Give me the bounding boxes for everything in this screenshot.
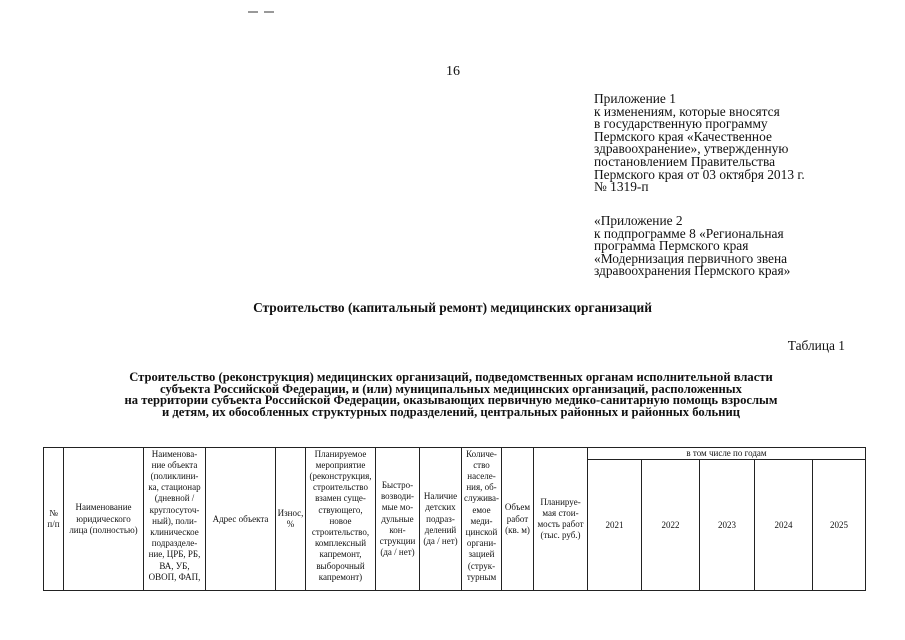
- header-volume: Объем работ (кв. м): [502, 448, 534, 591]
- header-address: Адрес объекта: [206, 448, 276, 591]
- header-cost: Планируе- мая стои- мость работ (тыс. руб.): [534, 448, 588, 591]
- header-year: 2025: [813, 460, 866, 591]
- header-year: 2021: [588, 460, 642, 591]
- header-object-name: [144, 448, 206, 591]
- annex-1-line: в государственную программу: [594, 116, 768, 132]
- annex-1-line: Приложение 1: [594, 91, 676, 106]
- annex-1-line: здравоохранение», утвержденную: [594, 141, 789, 157]
- header-year: 2023: [700, 460, 755, 591]
- annex-1-line: Пермского края от 03 октября 2013 г.: [594, 166, 805, 182]
- annex-2-header: [594, 215, 790, 278]
- header-population: [462, 448, 502, 591]
- annex-1-line: к изменениям, которые вносятся: [594, 103, 780, 119]
- annex-2-line: к подпрограмме 8 «Региональная: [594, 225, 784, 241]
- main-title: Строительство (капитальный ремонт) медицинских организаций: [253, 300, 652, 315]
- header-planned: [306, 448, 376, 591]
- header-year: 2022: [642, 460, 700, 591]
- scan-top-marks: [248, 0, 288, 3]
- page-number: 16: [446, 64, 460, 79]
- header-legal-name: Наименование юридического лица (полностью): [64, 448, 144, 591]
- table-title-line: и детям, их обособленных структурных подразделений, центральных районных и районных больниц: [162, 404, 740, 419]
- annex-2-line: «Приложение 2: [594, 213, 683, 228]
- annex-2-line: «Модернизация первичного звена: [594, 250, 788, 266]
- annex-1-line: № 1319-п: [594, 179, 649, 195]
- table-title: [40, 372, 862, 418]
- annex-2-line: программа Пермского края: [594, 238, 749, 254]
- annex-1-line: Пермского края «Качественное: [594, 128, 772, 144]
- annex-1-header: [594, 93, 805, 194]
- header-population-text: Количе- ство населе- ния, об- служива- емое меди- цинской органи- зацией (струк- турным: [463, 448, 500, 582]
- header-modular: Быстро- возводи- мые мо- дульные кон- струкции (да / нет): [376, 448, 420, 591]
- header-years-group: в том числе по годам: [588, 448, 866, 460]
- header-wear: Износ, %: [276, 448, 306, 591]
- header-num: № п/п: [44, 448, 64, 591]
- table-title-line: на территории субъекта Российской Федерации, оказывающих первичную медико-санитарную помощь взрослым: [124, 393, 778, 408]
- header-object-name-text: Наименова- ние объекта (поликлини- ка, стационар (дневной / круглосуточ- ный), поли- клиническое подразделе- ние, ЦРБ, РБ, ВА, УБ, ОВОП, ФАП,: [148, 448, 201, 582]
- header-planned-text: Планируемое мероприятие (реконструкция, строительство взамен суще- ствующего, новое строительство, комплексный капремонт, выборочный капремонт): [309, 448, 372, 582]
- header-year: 2024: [755, 460, 813, 591]
- table-title-line: Строительство (реконструкция) медицинских организаций, подведомственных органам исполнительной власти: [129, 370, 773, 384]
- annex-2-line: здравоохранения Пермского края»: [594, 263, 791, 279]
- header-children: Наличие детских подраз- делений (да / нет): [420, 448, 462, 591]
- table-title-line: субъекта Российской Федерации, и (или) муниципальных медицинских организаций, расположенных: [160, 381, 742, 396]
- construction-table: [43, 447, 866, 591]
- annex-1-line: постановлением Правительства: [594, 153, 776, 169]
- table-label: Таблица 1: [787, 338, 845, 353]
